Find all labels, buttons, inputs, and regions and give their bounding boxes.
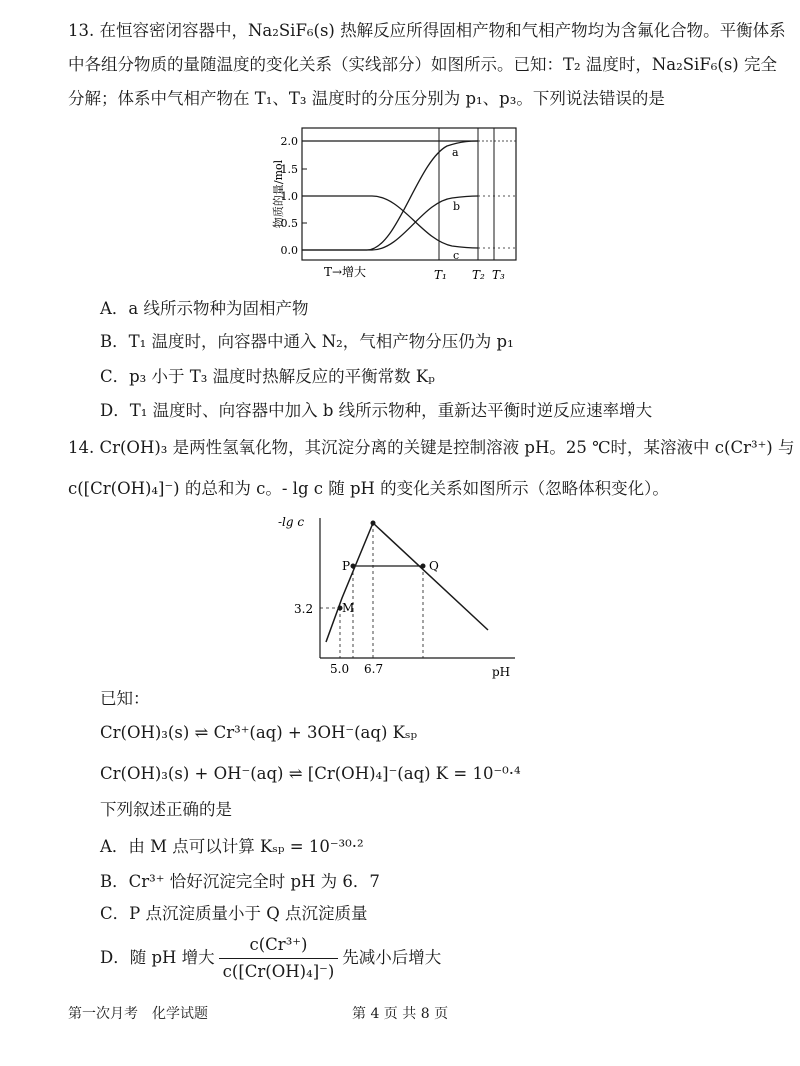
q14-option-c[interactable]: C．P 点沉淀质量小于 Q 点沉淀质量 — [100, 904, 368, 923]
q13-ytick-2.0: 2.0 — [280, 135, 298, 148]
q13-ylabel: 物质的量/mol — [272, 159, 285, 229]
q13-option-c[interactable]: C．p₃ 小于 T₃ 温度时热解反应的平衡常数 Kₚ — [100, 367, 435, 386]
q14-option-d-numerator: c(Cr³⁺) — [219, 934, 339, 959]
q14-xlabel: pH — [492, 665, 511, 679]
q13-ytick-0.0: 0.0 — [280, 244, 298, 257]
q13-plot-frame — [302, 128, 516, 260]
q13-option-a[interactable]: A．a 线所示物种为固相产物 — [100, 299, 309, 318]
q13-option-d[interactable]: D．T₁ 温度时、向容器中加入 b 线所示物种，重新达平衡时逆反应速率增大 — [100, 401, 653, 420]
q14-label-p: P — [342, 559, 351, 573]
q13-label-a: a — [452, 146, 459, 159]
q13-xlabel: T→增大 — [324, 265, 367, 279]
q14-option-d-suffix: 先减小后增大 — [342, 948, 442, 967]
q14-option-d-fraction — [219, 934, 339, 983]
q13-chart — [272, 122, 532, 292]
q14-stem-line-1: 14. Cr(OH)₃ 是两性氢氧化物，其沉淀分离的关键是控制溶液 pH。25 ℃时，某溶液中 c(Cr³⁺) 与 — [68, 438, 795, 457]
q14-ytick-3.2: 3.2 — [294, 602, 314, 616]
q14-chart — [278, 510, 520, 685]
q14-option-d-prefix: D．随 pH 增大 — [100, 948, 215, 967]
q13-xtick-t3: T₃ — [492, 268, 505, 282]
q14-option-d-denominator: c([Cr(OH)₄]⁻) — [222, 962, 335, 981]
q14-xtick-6.7: 6.7 — [364, 662, 384, 676]
q14-option-b[interactable]: B．Cr³⁺ 恰好沉淀完全时 pH 为 6．7 — [100, 872, 380, 891]
q14-stem-question: 下列叙述正确的是 — [100, 800, 232, 819]
q13-label-c: c — [453, 249, 460, 262]
q13-stem-line-3: 分解；体系中气相产物在 T₁、T₃ 温度时的分压分别为 p₁、p₃。下列说法错误的是 — [68, 89, 665, 108]
q13-xtick-t2: T₂ — [472, 268, 485, 282]
footer-exam-title: 第一次月考 化学试题 — [68, 1006, 208, 1022]
q13-option-b[interactable]: B．T₁ 温度时，向容器中通入 N₂，气相产物分压仍为 p₁ — [100, 332, 514, 351]
q13-label-b: b — [453, 200, 461, 213]
q13-ytick-1.5: 1.5 — [280, 163, 298, 176]
q13-stem-line-1: 13. 在恒容密闭容器中，Na₂SiF₆(s) 热解反应所得固相产物和气相产物均为含氟化合物。平衡体系 — [68, 21, 786, 40]
q14-stem-line-2: c([Cr(OH)₄]⁻) 的总和为 c。- lg c 随 pH 的变化关系如图所示（忽略体积变化）。 — [68, 479, 669, 498]
q14-option-a[interactable]: A．由 M 点可以计算 Kₛₚ = 10⁻³⁰·² — [100, 837, 364, 856]
q13-ytick-0.5: 0.5 — [280, 217, 298, 230]
q14-option-d[interactable] — [100, 934, 441, 983]
q14-label-q: Q — [429, 559, 439, 573]
q14-label-m: M — [342, 601, 355, 615]
q14-xtick-5.0: 5.0 — [330, 662, 350, 676]
footer-page-number: 第 4 页 共 8 页 — [352, 1006, 449, 1022]
q13-stem-line-2: 中各组分物质的量随温度的变化关系（实线部分）如图所示。已知：T₂ 温度时，Na₂SiF₆(s) 完全 — [68, 55, 777, 74]
q14-equation-1: Cr(OH)₃(s) ⇌ Cr³⁺(aq) + 3OH⁻(aq) Kₛₚ — [100, 723, 418, 742]
q13-curve-b — [302, 196, 478, 250]
q13-ytick-1.0: 1.0 — [280, 190, 298, 203]
q14-ylabel: -lg c — [278, 515, 305, 529]
q13-curve-c — [302, 196, 478, 248]
q14-known-label: 已知： — [100, 689, 150, 708]
q14-curve — [326, 523, 488, 642]
q13-xtick-t1: T₁ — [434, 268, 447, 282]
q14-equation-2: Cr(OH)₃(s) + OH⁻(aq) ⇌ [Cr(OH)₄]⁻(aq) K = 10⁻⁰·⁴ — [100, 764, 521, 783]
